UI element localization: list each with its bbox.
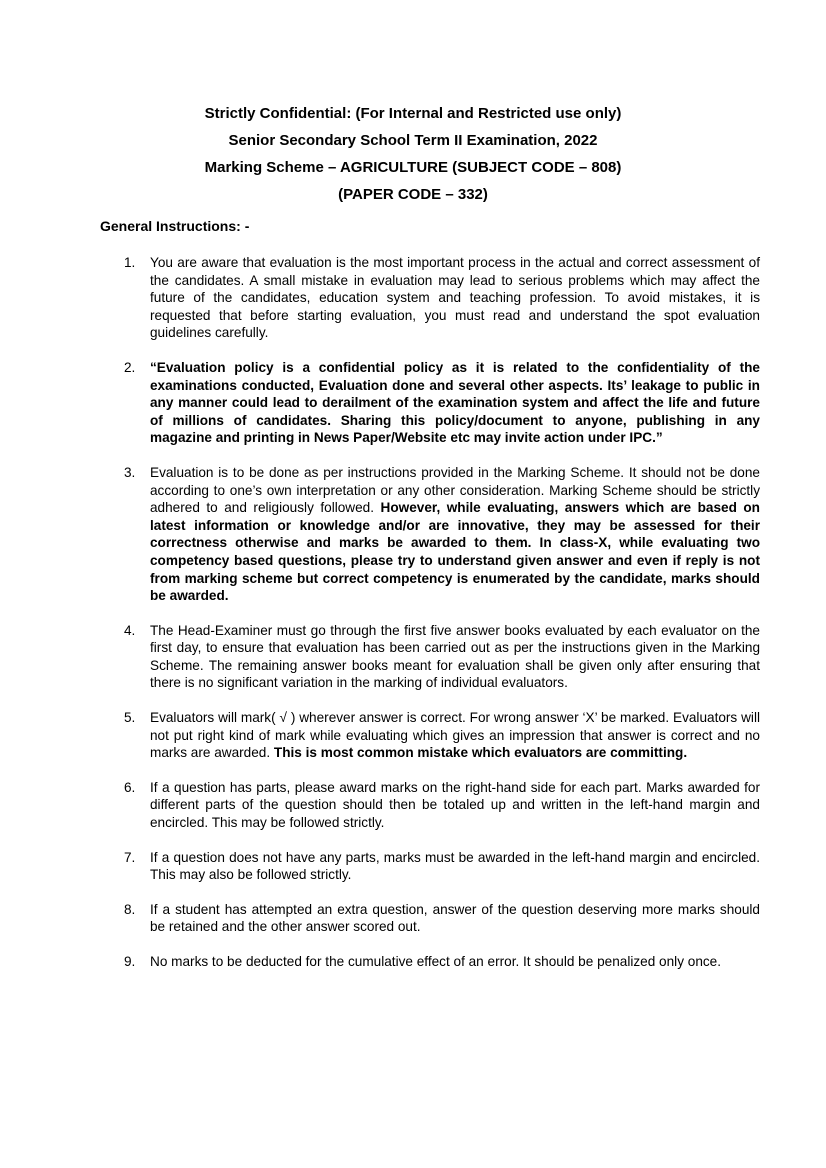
item-text: The Head-Examiner must go through the first five answer books evaluated by each evaluator on the first day, to ensure that evaluation has been carried out as per the instructions given in the Marking Scheme. The remaining answer books meant for evaluation shall be given only after ensuring that there is no significant variation in the marking of individual evaluators. [150, 622, 760, 691]
instruction-item [124, 953, 760, 971]
instruction-item [124, 254, 760, 342]
item-number: 1. [124, 255, 136, 270]
marking-scheme-title: Marking Scheme – AGRICULTURE (SUBJECT CODE – 808) [204, 159, 622, 176]
confidentiality-line: Strictly Confidential: (For Internal and Restricted use only) [204, 105, 622, 122]
instruction-item [124, 901, 760, 936]
general-instructions-heading: General Instructions: - [100, 218, 250, 234]
item-text: If a student has attempted an extra question, answer of the question deserving more marks should be retained and the other answer scored out. [150, 901, 760, 935]
item-text: If a question has parts, please award marks on the right-hand side for each part. Marks awarded for different parts of the question should then be totaled up and written in the left-hand margin and encircled. This may be followed strictly. [150, 779, 760, 831]
item-text: Evaluators will mark( √ ) wherever answer is correct. For wrong answer ‘X’ be marked. Evaluators will not put right kind of mark while evaluating which gives an impression that answer is correct and no marks are awarded. [150, 710, 760, 761]
item-number: 2. [124, 359, 136, 375]
instruction-item [124, 849, 760, 884]
item-number: 8. [124, 901, 136, 917]
item-bold-text: However, while evaluating, answers which are based on latest information or knowledge and/or are innovative, they may be assessed for their correctness otherwise and marks be awarded to them. In class-X, while evaluating two competency based questions, please try to understand given answer and even if reply is not from marking scheme but correct competency is enumerated by the candidate, marks should be awarded. [150, 500, 760, 604]
item-number: 5. [124, 710, 136, 726]
item-number: 6. [124, 779, 136, 795]
instruction-item [124, 779, 760, 832]
item-bold-text: This is most common mistake which evaluators are committing. [273, 745, 688, 761]
instructions-list [124, 254, 760, 988]
item-text: You are aware that evaluation is the most important process in the actual and correct assessment of the candidates. A small mistake in evaluation may lead to serious problems which may affect the future of the candidates, education system and teaching profession. To avoid mistakes, it is requested that before starting evaluation, you must read and understand the spot evaluation guidelines carefully. [150, 255, 760, 341]
document-header [0, 100, 826, 208]
instruction-item [124, 359, 760, 447]
item-text: No marks to be deducted for the cumulative effect of an error. It should be penalized only once. [150, 954, 722, 969]
exam-title: Senior Secondary School Term II Examination, 2022 [228, 132, 598, 149]
instruction-item [124, 709, 760, 762]
paper-code: (PAPER CODE – 332) [338, 186, 488, 203]
item-number: 7. [124, 849, 136, 865]
item-text: If a question does not have any parts, marks must be awarded in the left-hand margin and encircled. This may also be followed strictly. [150, 849, 760, 883]
item-bold-text: “Evaluation policy is a confidential policy as it is related to the confidentiality of the examinations conducted, Evaluation done and several other aspects. Its’ leakage to public in any manner could lead to derailment of the examination system and affect the life and future of millions of candidates. Sharing this policy/document to anyone, publishing in any magazine and printing in News Paper/Website etc may invite action under IPC.” [150, 359, 760, 446]
instruction-item [124, 622, 760, 692]
item-number: 4. [124, 622, 136, 638]
instruction-item [124, 464, 760, 605]
item-text: Evaluation is to be done as per instructions provided in the Marking Scheme. It should not be done according to one’s own interpretation or any other consideration. Marking Scheme should be strictly adhered to and religiously followed. [150, 464, 760, 516]
item-number: 9. [124, 954, 136, 969]
item-number: 3. [124, 464, 136, 480]
